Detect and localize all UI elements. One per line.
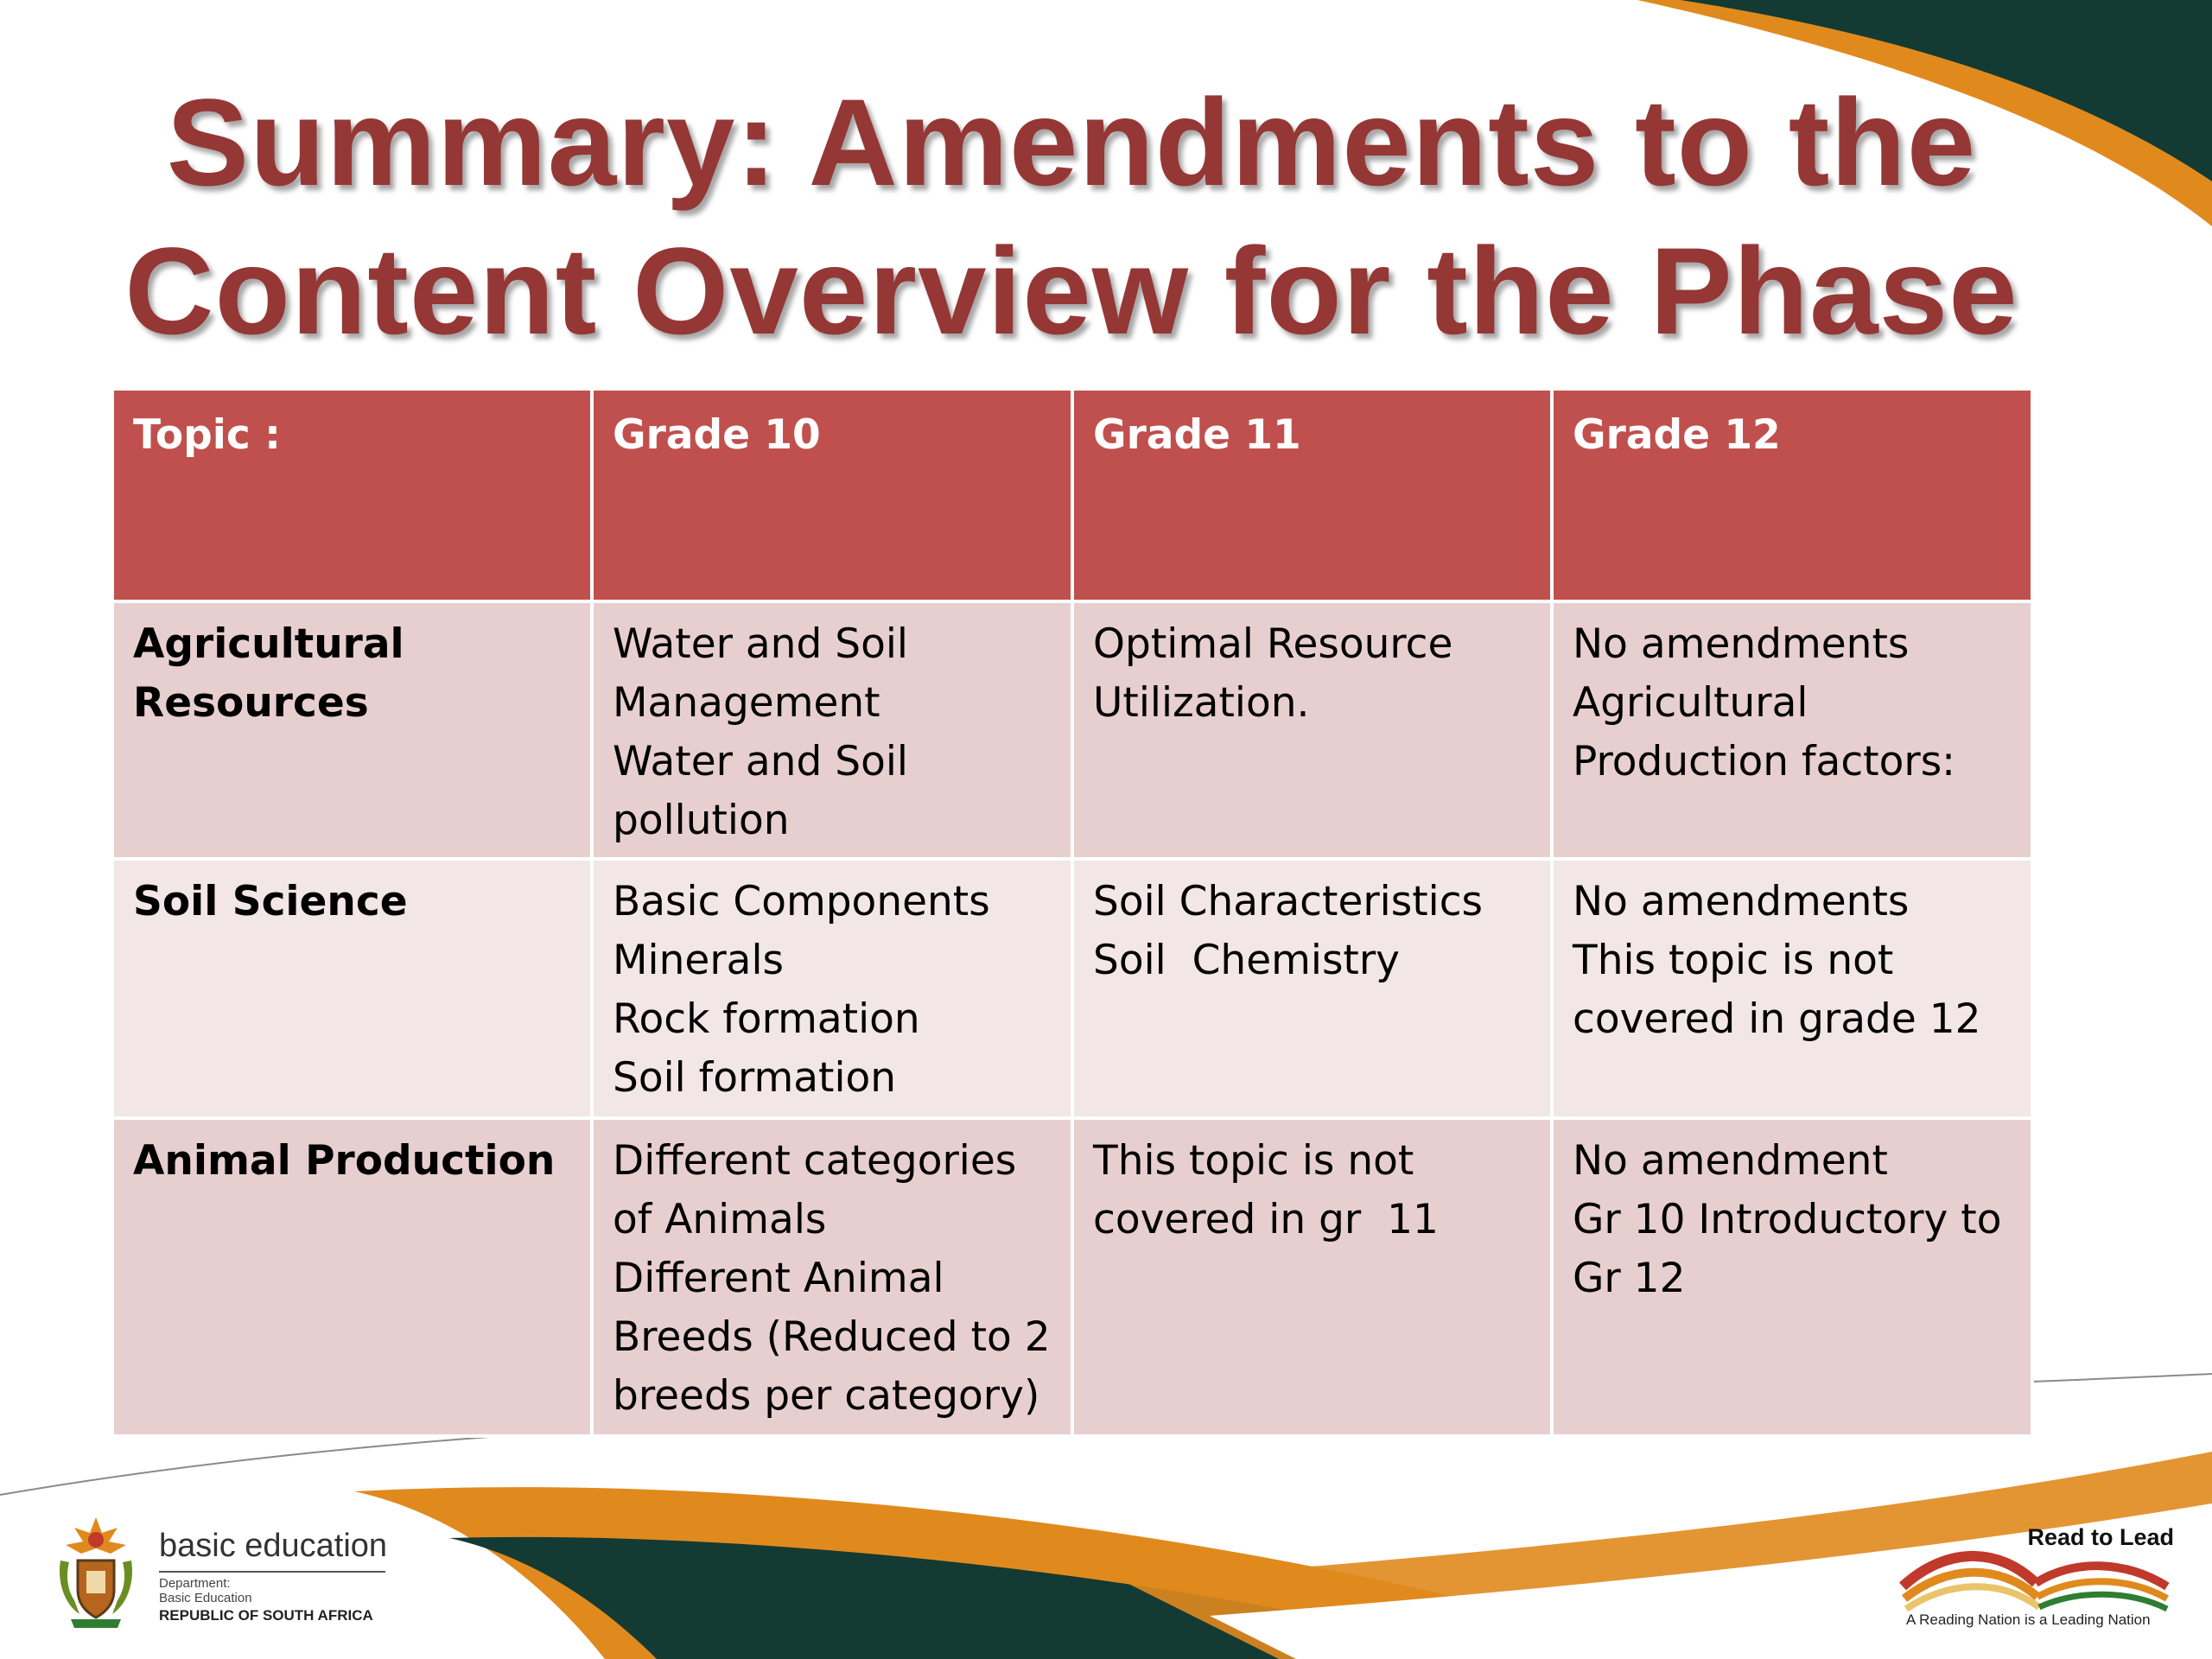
grade-10-cell bbox=[592, 859, 1072, 1118]
cell-line: Minerals bbox=[613, 937, 784, 984]
cell-line: Basic Components bbox=[613, 878, 990, 925]
cell-line: Water and Soil bbox=[613, 738, 908, 785]
topic-cell bbox=[112, 859, 592, 1118]
grade-10-cell bbox=[592, 1118, 1072, 1436]
cell-line: Gr 10 Introductory to bbox=[1573, 1196, 2002, 1243]
cell-line: Optimal Resource bbox=[1093, 620, 1453, 668]
cell-line: Agricultural bbox=[1573, 679, 1808, 727]
grade-12-cell bbox=[1552, 601, 2032, 859]
department-text bbox=[159, 1576, 252, 1605]
grade-12-cell bbox=[1552, 859, 2032, 1118]
grade-11-cell bbox=[1072, 1118, 1552, 1436]
topic-cell bbox=[112, 1118, 592, 1436]
slide-title bbox=[86, 69, 2056, 366]
cell-line: Management bbox=[613, 679, 880, 727]
grade-11-cell bbox=[1072, 859, 1552, 1118]
amendments-table bbox=[111, 387, 2034, 1438]
cell-line: No amendment bbox=[1573, 1137, 1888, 1185]
cell-line: Soil Science bbox=[133, 878, 408, 925]
header-grade-12: Grade 12 bbox=[1552, 389, 2032, 601]
table-row bbox=[112, 1118, 2032, 1436]
department-line: Department: bbox=[159, 1576, 231, 1591]
grade-10-cell bbox=[592, 601, 1072, 859]
country-text: REPUBLIC OF SOUTH AFRICA bbox=[159, 1607, 373, 1624]
read-to-lead-title: Read to Lead bbox=[2027, 1524, 2174, 1550]
cell-line: Resources bbox=[133, 679, 369, 727]
cell-line: Soil Characteristics bbox=[1093, 878, 1484, 925]
cell-line: Water and Soil bbox=[613, 620, 908, 668]
cell-line: This topic is not bbox=[1573, 937, 1894, 984]
table-row bbox=[112, 601, 2032, 859]
department-line: Basic Education bbox=[159, 1591, 252, 1605]
basic-education-name: basic education bbox=[159, 1528, 388, 1564]
basic-education-logo bbox=[48, 1510, 394, 1631]
cell-line: covered in grade 12 bbox=[1573, 995, 1981, 1043]
cell-line: Soil formation bbox=[613, 1054, 897, 1102]
header-grade-11: Grade 11 bbox=[1072, 389, 1552, 601]
cell-line: Gr 12 bbox=[1573, 1255, 1686, 1302]
cell-line: No amendments bbox=[1573, 620, 1910, 668]
cell-line: Different categories bbox=[613, 1137, 1017, 1185]
read-to-lead-tagline: A Reading Nation is a Leading Nation bbox=[1906, 1611, 2151, 1628]
cell-line: Utilization. bbox=[1093, 679, 1310, 727]
cell-line: of Animals bbox=[613, 1196, 827, 1243]
cell-line: Soil Chemistry bbox=[1093, 937, 1401, 984]
cell-line: Rock formation bbox=[613, 995, 920, 1043]
topic-cell bbox=[112, 601, 592, 859]
grade-11-cell bbox=[1072, 601, 1552, 859]
header-topic: Topic : bbox=[112, 389, 592, 601]
cell-line: Different Animal bbox=[613, 1255, 944, 1302]
cell-line: No amendments bbox=[1573, 878, 1910, 925]
title-line-1: Summary: Amendments to the bbox=[166, 74, 1977, 212]
coat-of-arms-icon bbox=[48, 1510, 143, 1631]
cell-line: Breeds (Reduced to 2 bbox=[613, 1313, 1051, 1361]
header-grade-10: Grade 10 bbox=[592, 389, 1072, 601]
cell-line: Agricultural bbox=[133, 620, 404, 668]
logo-divider bbox=[159, 1571, 385, 1573]
table-row bbox=[112, 859, 2032, 1118]
cell-line: breeds per category) bbox=[613, 1372, 1040, 1420]
title-line-2: Content Overview for the Phase bbox=[124, 223, 2018, 360]
grade-12-cell bbox=[1552, 1118, 2032, 1436]
table-header-row bbox=[112, 389, 2032, 601]
cell-line: covered in gr 11 bbox=[1093, 1196, 1439, 1243]
read-to-lead-logo bbox=[1892, 1514, 2186, 1635]
cell-line: Animal Production bbox=[133, 1137, 556, 1185]
cell-line: This topic is not bbox=[1093, 1137, 1414, 1185]
cell-line: Production factors: bbox=[1573, 738, 1956, 785]
cell-line: pollution bbox=[613, 797, 790, 844]
